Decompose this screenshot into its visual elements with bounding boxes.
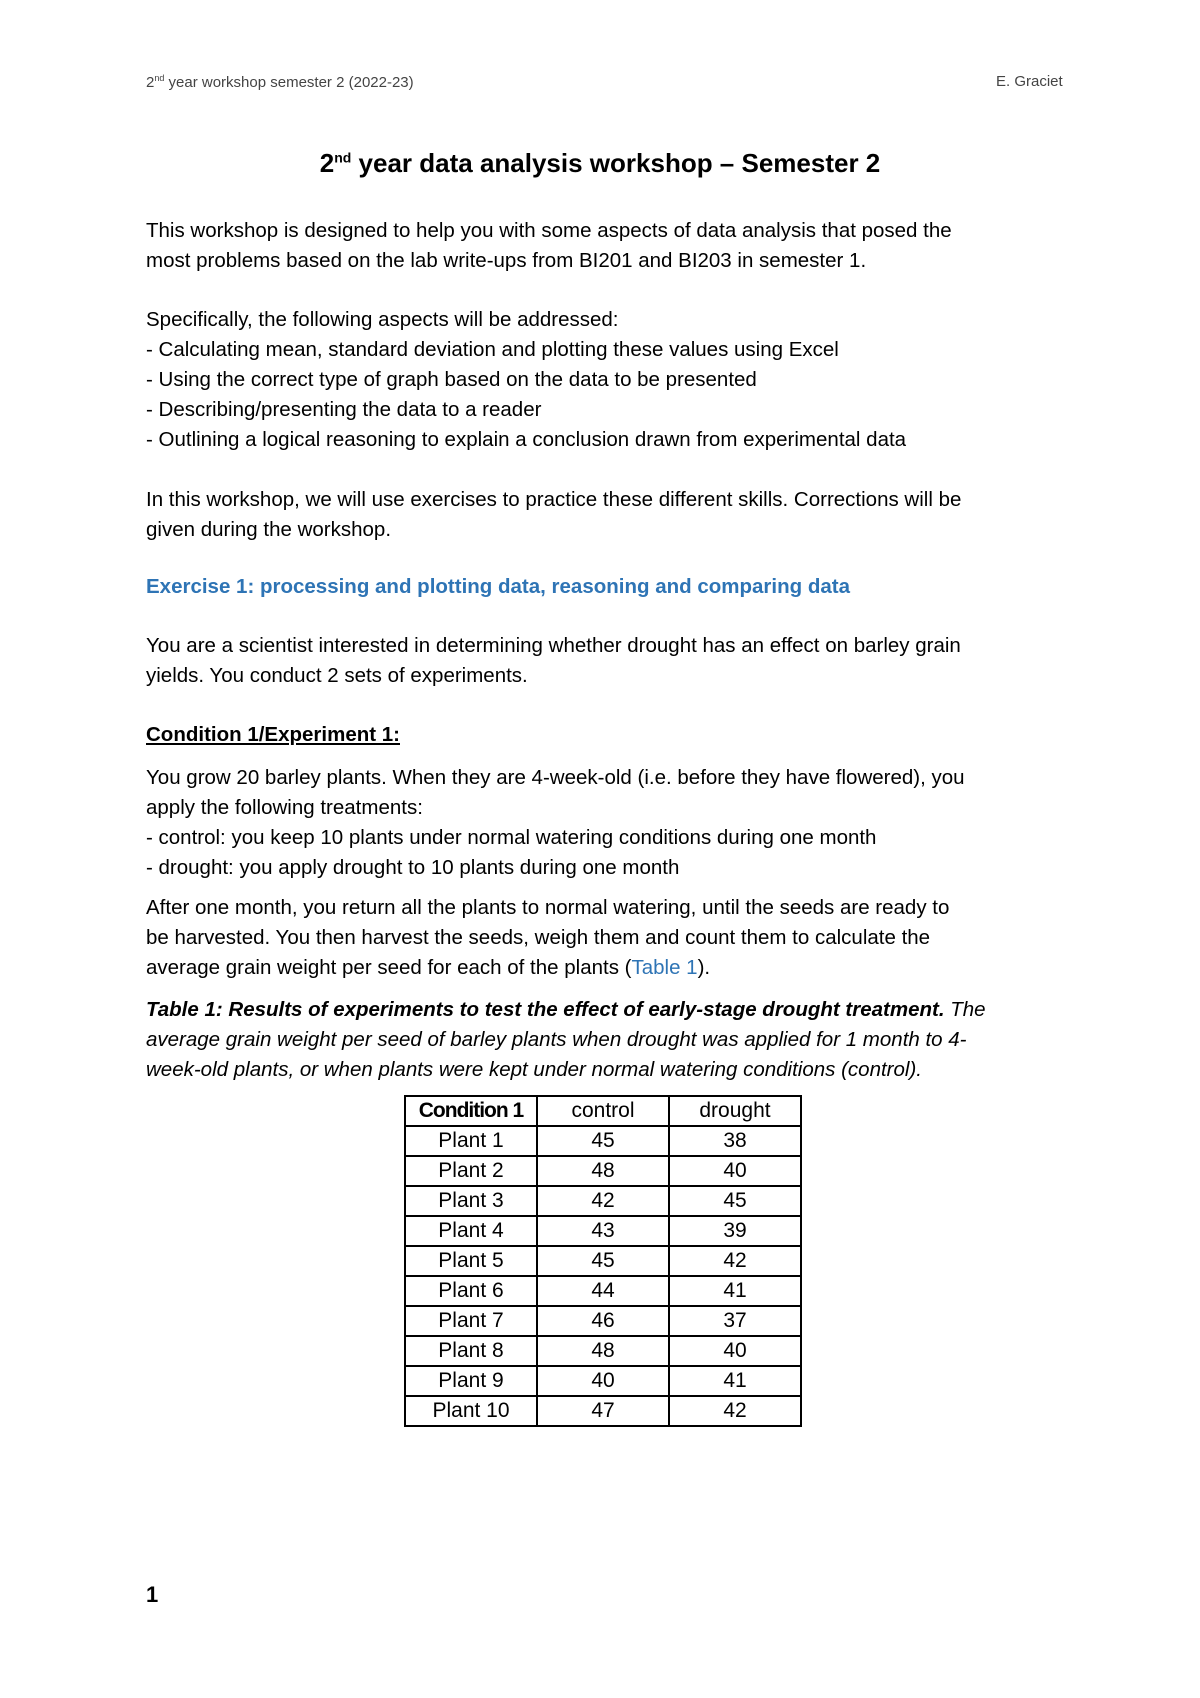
table-row: Plant 2 48 40 xyxy=(405,1156,801,1186)
list-item: - Describing/presenting the data to a reader xyxy=(146,398,542,421)
column-header-control: control xyxy=(537,1096,669,1126)
list-item: - control: you keep 10 plants under normal watering conditions during one month xyxy=(146,826,877,849)
running-header-left: 2nd year workshop semester 2 (2022-23) xyxy=(146,73,414,91)
list-item: - drought: you apply drought to 10 plants during one month xyxy=(146,856,680,879)
harvest-paragraph: After one month, you return all the plants to normal watering, until the seeds are ready to be harvested. You then harvest the seeds, weigh them and count them to calculate the average grain weight per seed for each of the plants (Table 1). xyxy=(146,896,950,979)
table-row: Plant 7 46 37 xyxy=(405,1306,801,1336)
aspects-list xyxy=(146,305,1056,455)
intro-paragraph: This workshop is designed to help you with some aspects of data analysis that posed the most problems based on the lab write-ups from BI201 and BI203 in semester 1. xyxy=(146,219,952,272)
list-item: - Outlining a logical reasoning to explain a conclusion drawn from experimental data xyxy=(146,428,907,451)
table-header-row xyxy=(405,1096,801,1126)
page-title: 2nd year data analysis workshop – Semester 2 xyxy=(319,148,881,178)
table-row: Plant 1 45 38 xyxy=(405,1126,801,1156)
column-header-drought: drought xyxy=(669,1096,801,1126)
table-row: Plant 10 47 42 xyxy=(405,1396,801,1426)
column-header-condition: Condition 1 xyxy=(405,1096,537,1126)
table-1 xyxy=(404,1095,802,1427)
running-header-author: E. Graciet xyxy=(996,73,1063,90)
table-1-caption: Table 1: Results of experiments to test the effect of early-stage drought treatment. The average grain weight per seed of barley plants when drought was applied for 1 month to 4- week-old plants, or when plants were kept under normal watering conditions (control). xyxy=(146,998,986,1081)
table-row: Plant 4 43 39 xyxy=(405,1216,801,1246)
page-number: 1 xyxy=(146,1582,159,1607)
workshop-note: In this workshop, we will use exercises to practice these different skills. Corrections will be given during the workshop. xyxy=(146,488,962,541)
table-row: Plant 9 40 41 xyxy=(405,1366,801,1396)
treatment-paragraph: You grow 20 barley plants. When they are 4-week-old (i.e. before they have flowered), you apply the following treatments: - control: you keep 10 plants under normal watering conditions during one month - drought: you apply drought to 10 plants during one month xyxy=(146,763,1056,883)
aspects-lead: Specifically, the following aspects will be addressed: xyxy=(146,308,619,331)
list-item: - Using the correct type of graph based on the data to be presented xyxy=(146,368,757,391)
table-row: Plant 3 42 45 xyxy=(405,1186,801,1216)
exercise-1-intro: You are a scientist interested in determining whether drought has an effect on barley grain yields. You conduct 2 sets of experiments. xyxy=(146,634,961,687)
list-item: - Calculating mean, standard deviation and plotting these values using Excel xyxy=(146,338,839,361)
condition-1-heading: Condition 1/Experiment 1: xyxy=(146,723,400,746)
table-row: Plant 8 48 40 xyxy=(405,1336,801,1366)
table-1-reference-link[interactable]: Table 1 xyxy=(631,956,698,979)
table-row: Plant 5 45 42 xyxy=(405,1246,801,1276)
exercise-1-heading: Exercise 1: processing and plotting data, reasoning and comparing data xyxy=(146,575,850,598)
table-row: Plant 6 44 41 xyxy=(405,1276,801,1306)
